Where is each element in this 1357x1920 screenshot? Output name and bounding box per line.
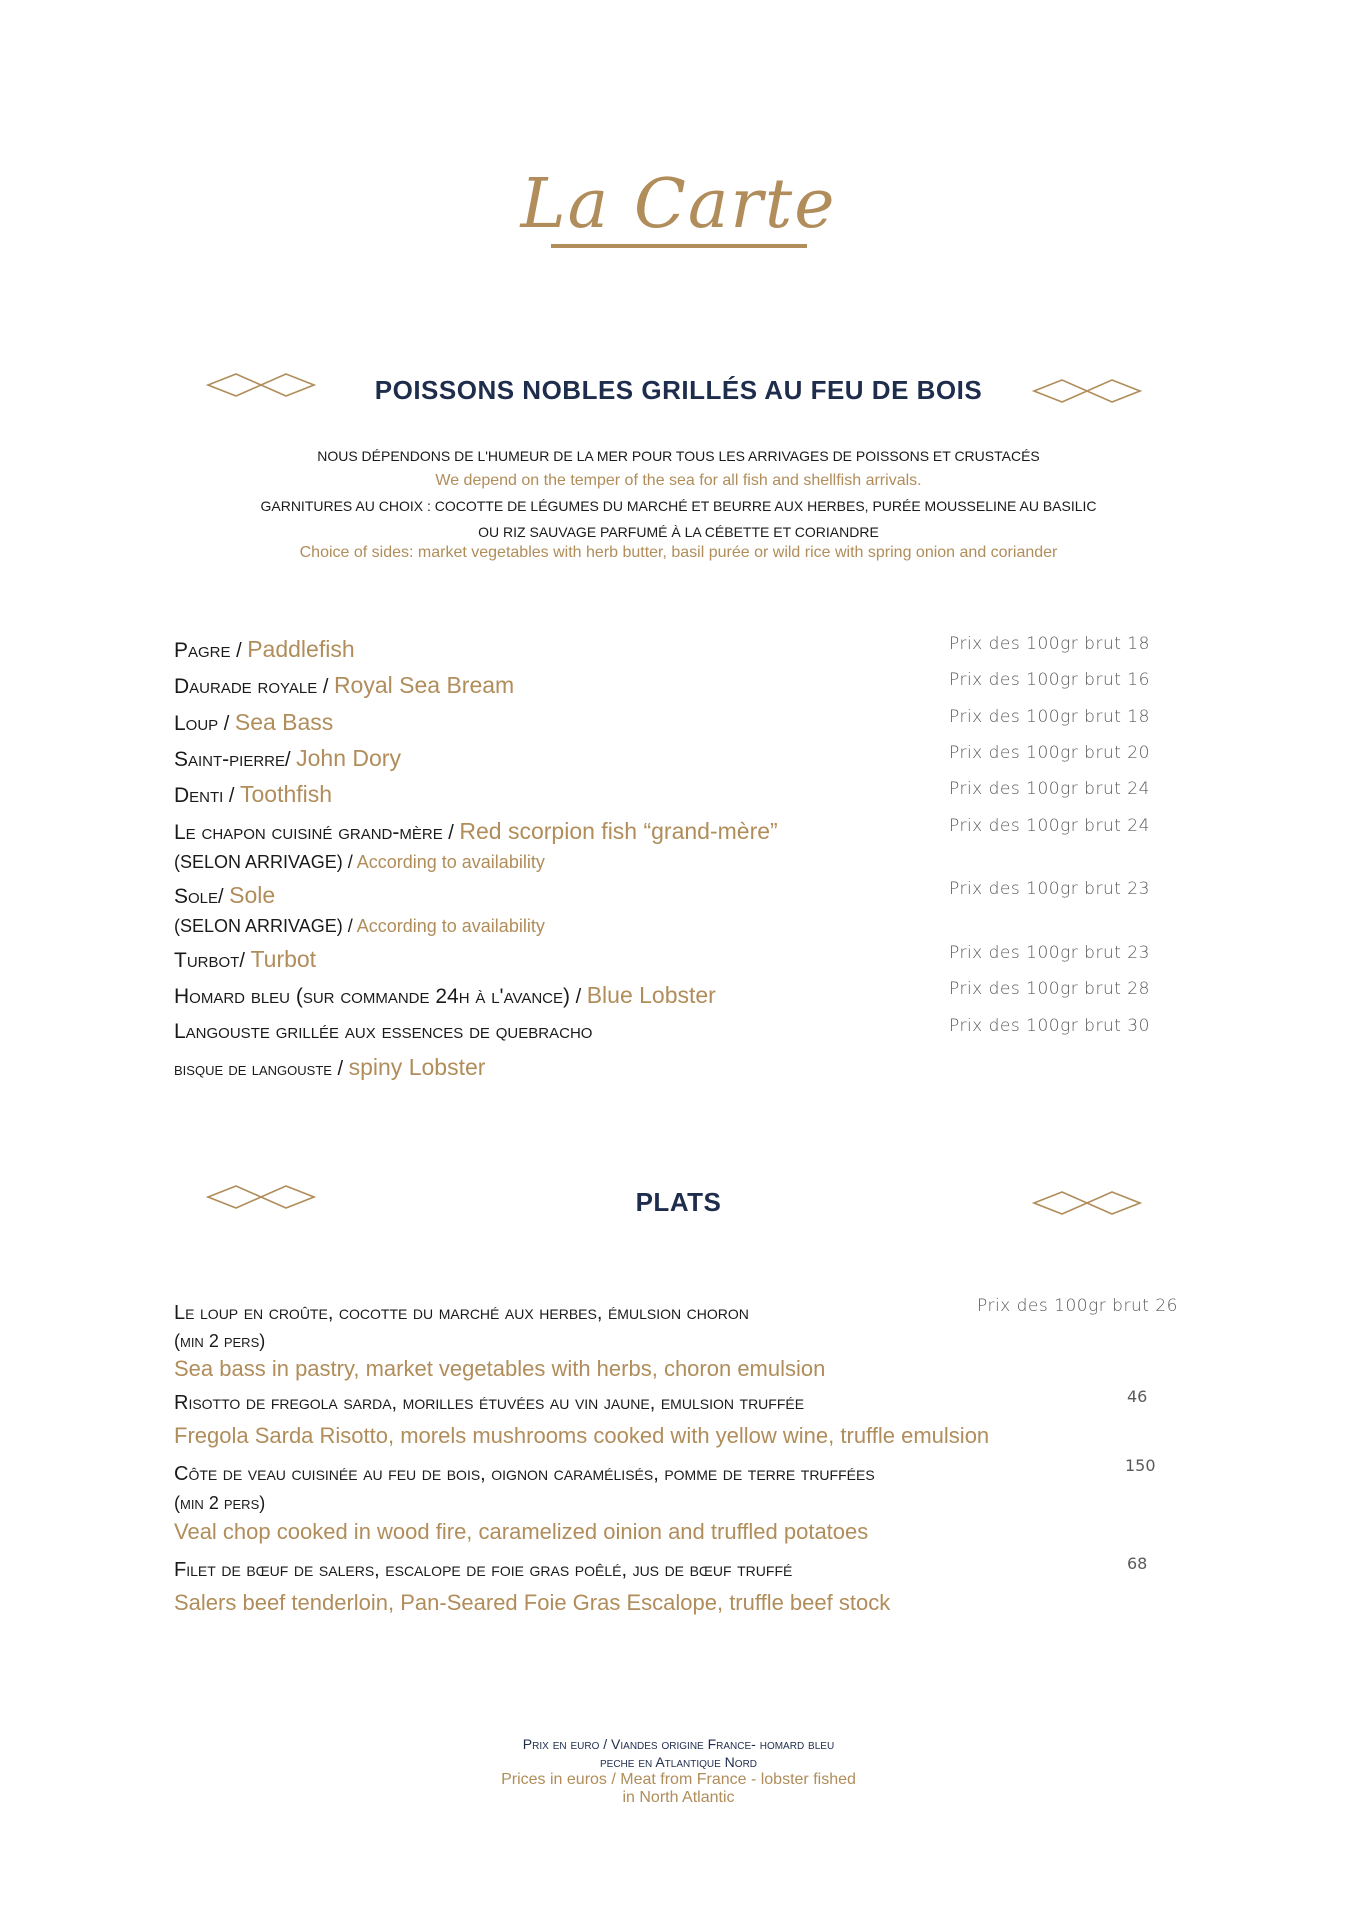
plat-fr-note: (min 2 pers) [174, 1493, 266, 1513]
item-fr: Denti [174, 784, 224, 807]
item-note-fr: (SELON ARRIVAGE) [174, 916, 343, 936]
item-sep: / [331, 1058, 349, 1080]
item-price: Prix des 100gr brut 28 [949, 979, 1150, 999]
list-item [174, 709, 333, 736]
list-item [174, 745, 401, 772]
item-price: Prix des 100gr brut 18 [949, 707, 1150, 727]
item-price: Prix des 100gr brut 24 [949, 779, 1150, 799]
footer-en-note-2: in North Atlantic [622, 1789, 735, 1806]
item-en: Blue Lobster [586, 982, 716, 1008]
item-sep: / [442, 822, 460, 844]
item-price: Prix des 100gr brut 20 [949, 743, 1150, 763]
item-fr: Le chapon cuisiné grand-mère [174, 821, 443, 844]
list-item [174, 1054, 485, 1081]
list-item [174, 636, 355, 663]
item-fr: Pagre [174, 639, 231, 662]
item-en: Sole [229, 882, 276, 908]
list-item [174, 781, 332, 808]
plat-en: Fregola Sarda Risotto, morels mushrooms cooked with yellow wine, truffle emulsion [174, 1423, 990, 1448]
item-en: Paddlefish [247, 636, 355, 662]
plat-fr: Côte de veau cuisinée au feu de bois, oignon caramélisés, pomme de terre truffées [174, 1463, 875, 1485]
list-item-note [174, 852, 545, 873]
footer-en-note: Prices in euros / Meat from France - lobster fished [501, 1771, 856, 1788]
item-note-fr: (SELON ARRIVAGE) [174, 852, 343, 872]
footer-line-2 [0, 1753, 1357, 1771]
item-en: Toothfish [240, 781, 333, 807]
item-sep: / [570, 986, 587, 1008]
item-en: John Dory [296, 745, 401, 771]
item-sep: / [239, 950, 251, 972]
item-sep: / [223, 785, 241, 807]
footer-prices-note: Prix en euro / Viandes origine France [522, 1736, 752, 1752]
item-sep: / [218, 886, 230, 908]
intro-fr-2: GARNITURES AU CHOIX : COCOTTE DE LÉGUMES DU MARCHÉ ET BEURRE AUX HERBES, PURÉE MOUSSELINE AU BASILIC [260, 498, 1097, 514]
footer-line-4 [0, 1789, 1357, 1807]
plat-fr-note: (min 2 pers) [174, 1331, 266, 1351]
item-en: Red scorpion fish “grand-mère” [459, 818, 778, 844]
intro-en-2: Choice of sides: market vegetables with herb butter, basil purée or wild rice with spring onion and coriander [299, 544, 1058, 561]
footer-line-1 [0, 1735, 1357, 1753]
list-item [174, 982, 716, 1009]
list-item-note [174, 916, 545, 937]
item-sep: / [230, 640, 248, 662]
item-fr: bisque de langouste [174, 1059, 332, 1080]
list-item [174, 946, 316, 973]
item-en: Royal Sea Bream [333, 672, 515, 698]
plat-price: Prix des 100gr brut 26 [977, 1296, 1178, 1316]
item-fr: Turbot [174, 949, 240, 972]
item-fr: Saint-pierre [174, 748, 286, 771]
menu-title: La Carte [520, 165, 837, 244]
list-item [174, 1020, 592, 1044]
section-heading-poissons: POISSONS NOBLES GRILLÉS AU FEU DE BOIS [374, 375, 983, 405]
item-price: Prix des 100gr brut 23 [949, 879, 1150, 899]
plat-fr: Filet de bœuf de salers, escalope de foie gras poêlé, jus de bœuf truffé [174, 1559, 793, 1581]
footer-line-3 [0, 1771, 1357, 1789]
plat-price: 68 [1127, 1554, 1148, 1573]
item-en: Sea Bass [234, 709, 334, 735]
section-heading-plats: PLATS [635, 1187, 722, 1217]
plat-en: Veal chop cooked in wood fire, caramelized oinion and truffled potatoes [174, 1519, 869, 1544]
item-sep: / [285, 749, 297, 771]
item-price: Prix des 100gr brut 23 [949, 943, 1150, 963]
item-sep: / [218, 713, 235, 735]
item-en: spiny Lobster [348, 1054, 486, 1080]
plat-en: Sea bass in pastry, market vegetables with herbs, choron emulsion [174, 1356, 826, 1381]
plat-price: 150 [1125, 1456, 1156, 1475]
item-fr: Sole [174, 885, 219, 908]
item-en: Turbot [250, 946, 317, 972]
intro-en-1: We depend on the temper of the sea for all fish and shellfish arrivals. [435, 472, 922, 489]
plat-fr: Le loup en croûte, cocotte du marché aux herbes, émulsion choron [174, 1302, 749, 1324]
item-sep: / [317, 676, 334, 698]
title-underline [551, 244, 807, 248]
item-price: Prix des 100gr brut 18 [949, 634, 1150, 654]
item-note-en: According to availability [356, 852, 545, 872]
item-fr: Homard bleu (sur commande 24h à l'avance) [174, 985, 571, 1008]
list-item [174, 672, 514, 699]
plat-fr: Risotto de fregola sarda, morilles étuvées au vin jaune, emulsion truffée [174, 1392, 805, 1414]
footer-lobster-note: - homard bleu [751, 1736, 835, 1752]
item-fr: Loup [174, 712, 219, 735]
plat-en: Salers beef tenderloin, Pan-Seared Foie Gras Escalope, truffle beef stock [174, 1590, 891, 1615]
intro-fr-3: OU RIZ SAUVAGE PARFUMÉ À LA CÉBETTE ET CORIANDRE [478, 524, 879, 540]
item-note-en: According to availability [356, 916, 545, 936]
item-price: Prix des 100gr brut 30 [949, 1016, 1150, 1036]
item-note-sep: / [342, 916, 357, 936]
list-item [174, 818, 778, 845]
item-note-sep: / [342, 852, 357, 872]
list-item [174, 882, 275, 909]
plat-price: 46 [1127, 1387, 1148, 1406]
item-fr: Langouste grillée aux essences de quebracho [174, 1020, 593, 1043]
intro-fr-1: NOUS DÉPENDONS DE L'HUMEUR DE LA MER POUR TOUS LES ARRIVAGES DE POISSONS ET CRUSTACÉS [317, 448, 1040, 464]
item-price: Prix des 100gr brut 16 [949, 670, 1150, 690]
footer-origin-note: peche en Atlantique Nord [599, 1754, 758, 1770]
item-price: Prix des 100gr brut 24 [949, 816, 1150, 836]
item-fr: Daurade royale [174, 675, 318, 698]
